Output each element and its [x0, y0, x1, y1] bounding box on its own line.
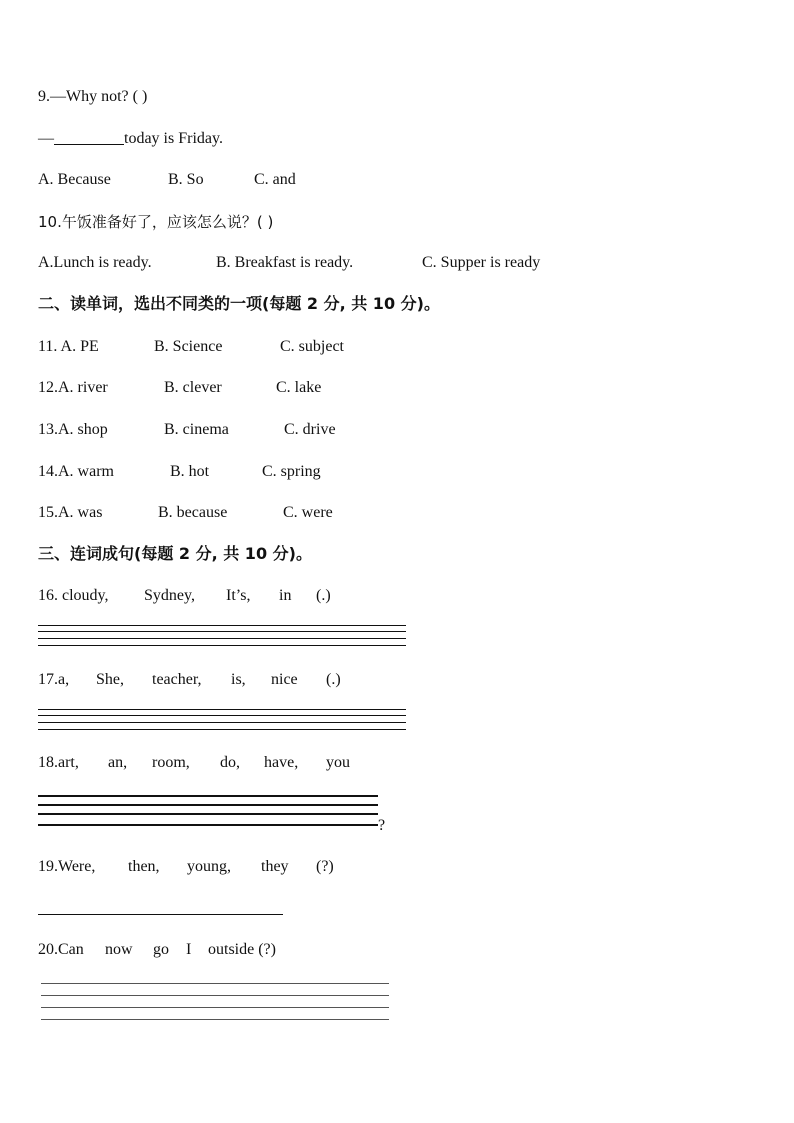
q19-word: young, — [187, 858, 231, 875]
q9-suffix: today is Friday. — [124, 130, 223, 147]
q13-option-c[interactable]: C. drive — [284, 421, 336, 438]
answer-line — [41, 1019, 389, 1020]
answer-line — [38, 813, 378, 815]
answer-line — [38, 631, 406, 632]
q15-option-a[interactable]: 15.A. was — [38, 504, 103, 521]
q18-word: do, — [220, 754, 240, 771]
q15-option-b[interactable]: B. because — [158, 504, 228, 521]
answer-line — [38, 729, 406, 730]
q19-answer-line[interactable] — [38, 914, 283, 915]
q18-word: room, — [152, 754, 190, 771]
q9-blank-line — [38, 129, 223, 149]
q12-option-c[interactable]: C. lake — [276, 379, 322, 396]
q11-option-b[interactable]: B. Science — [154, 338, 223, 355]
q12-option-b[interactable]: B. clever — [164, 379, 222, 396]
q9-option-a[interactable]: A. Because — [38, 171, 111, 188]
section3-title: 三、连词成句(每题 2 分, 共 10 分)。 — [38, 544, 312, 563]
answer-line — [38, 804, 378, 806]
q16-word: Sydney, — [144, 587, 195, 604]
q12-option-a[interactable]: 12.A. river — [38, 379, 108, 396]
answer-line — [38, 824, 378, 826]
q11-option-c[interactable]: C. subject — [280, 338, 344, 355]
q16-word: 16. cloudy, — [38, 587, 109, 604]
answer-line — [38, 715, 406, 716]
answer-line — [38, 638, 406, 639]
q20-word: now — [105, 941, 133, 958]
q18-word: an, — [108, 754, 128, 771]
q18-word: you — [326, 754, 350, 771]
answer-line — [41, 983, 389, 984]
q16-word: (.) — [316, 587, 331, 604]
q15-option-c[interactable]: C. were — [283, 504, 333, 521]
q17-word: is, — [231, 671, 246, 688]
q20-word: go — [153, 941, 169, 958]
q18-word: 18.art, — [38, 754, 79, 771]
q11-option-a[interactable]: 11. A. PE — [38, 338, 99, 355]
q18-word: have, — [264, 754, 299, 771]
answer-line — [41, 1007, 389, 1008]
q16-word: It’s, — [226, 587, 251, 604]
q17-word: She, — [96, 671, 124, 688]
answer-line — [41, 995, 389, 996]
q17-word: 17.a, — [38, 671, 70, 688]
q17-word: teacher, — [152, 671, 202, 688]
q9-answer-blank[interactable] — [54, 130, 124, 145]
q18-question-mark: ? — [378, 817, 386, 834]
answer-line — [38, 795, 378, 797]
q19-word: then, — [128, 858, 160, 875]
q10-option-c[interactable]: C. Supper is ready — [422, 254, 541, 271]
answer-line — [38, 709, 406, 710]
q9-stem: 9.—Why not? ( ) — [38, 88, 148, 105]
q13-option-b[interactable]: B. cinema — [164, 421, 229, 438]
q10-stem: 10.午饭准备好了，应该怎么说？( ) — [38, 213, 274, 231]
q10-option-a[interactable]: A.Lunch is ready. — [38, 254, 152, 271]
q9-option-b[interactable]: B. So — [168, 171, 204, 188]
q19-word: (?) — [316, 858, 334, 875]
q20-word: I — [186, 941, 192, 958]
answer-line — [38, 722, 406, 723]
q14-option-a[interactable]: 14.A. warm — [38, 463, 114, 480]
q16-word: in — [279, 587, 292, 604]
q19-word: 19.Were, — [38, 858, 96, 875]
q14-option-c[interactable]: C. spring — [262, 463, 321, 480]
q13-option-a[interactable]: 13.A. shop — [38, 421, 108, 438]
q9-dash: — — [38, 130, 54, 147]
q14-option-b[interactable]: B. hot — [170, 463, 210, 480]
q10-option-b[interactable]: B. Breakfast is ready. — [216, 254, 354, 271]
q17-word: (.) — [326, 671, 341, 688]
q20-word: outside (?) — [208, 941, 276, 958]
q17-word: nice — [271, 671, 298, 688]
q20-word: 20.Can — [38, 941, 84, 958]
answer-line — [38, 645, 406, 646]
answer-line — [38, 625, 406, 626]
q9-option-c[interactable]: C. and — [254, 171, 296, 188]
section2-title: 二、读单词，选出不同类的一项(每题 2 分, 共 10 分)。 — [38, 294, 440, 313]
q19-word: they — [261, 858, 289, 875]
